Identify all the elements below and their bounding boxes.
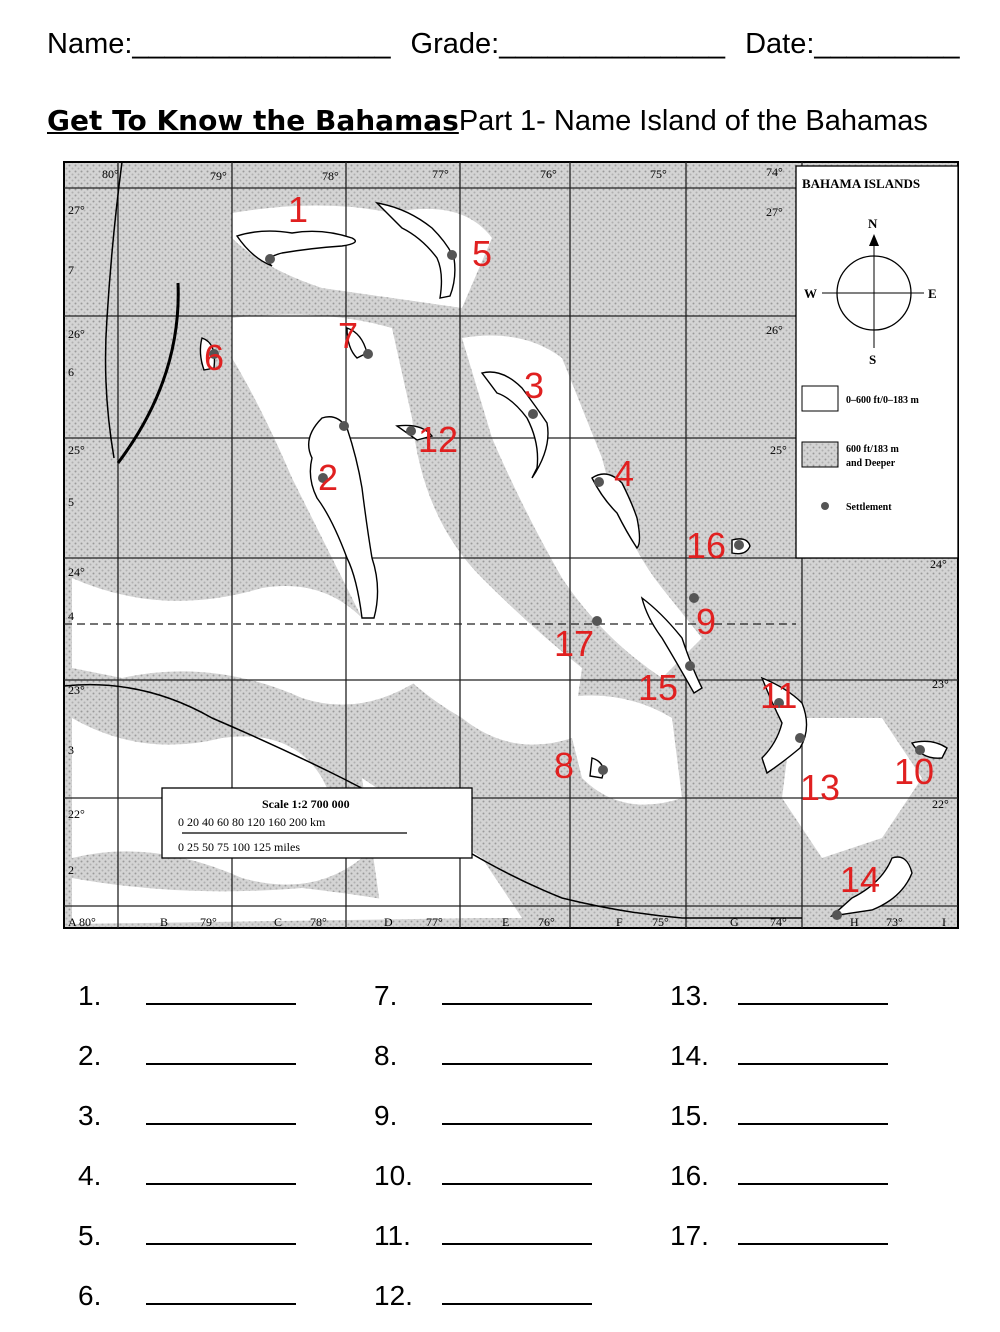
worksheet-subtitle: Part 1- Name Island of the Bahamas xyxy=(458,105,928,137)
scale-miles: 0 25 50 75 100 125 miles xyxy=(178,840,300,854)
answer-17[interactable] xyxy=(670,1220,888,1252)
answer-number: 8. xyxy=(374,1040,398,1071)
answer-4[interactable] xyxy=(78,1160,296,1192)
label-11: 11 xyxy=(760,675,798,716)
bottom-f: F xyxy=(616,915,623,929)
lon-top-74: 74° xyxy=(766,165,783,179)
label-6: 6 xyxy=(204,337,225,378)
legend-deep-1: 600 ft/183 m xyxy=(846,444,899,455)
answer-blank xyxy=(738,1105,888,1125)
legend-settlement: Settlement xyxy=(846,502,892,513)
answer-10[interactable] xyxy=(374,1160,592,1192)
bottom-i: I xyxy=(942,915,946,929)
compass-s: S xyxy=(869,352,877,367)
answer-number: 13. xyxy=(670,980,709,1011)
lat-right-23: 23° xyxy=(932,677,949,691)
answer-number: 14. xyxy=(670,1040,709,1071)
worksheet-header xyxy=(47,28,972,61)
scale-km: 0 20 40 60 80 120 160 200 km xyxy=(178,815,326,829)
label-2: 2 xyxy=(318,457,339,498)
answer-blank xyxy=(738,1225,888,1245)
label-1: 1 xyxy=(288,189,309,230)
answer-number: 11. xyxy=(374,1220,411,1251)
date-field[interactable]: Date:_________ xyxy=(745,28,960,60)
lon-top-75: 75° xyxy=(650,167,667,181)
compass-w: W xyxy=(804,286,817,301)
label-7: 7 xyxy=(338,315,359,356)
lon-top-77: 77° xyxy=(432,167,449,181)
answer-blank xyxy=(738,985,888,1005)
scale-title: Scale 1:2 700 000 xyxy=(262,797,350,811)
lon-top-80: 80° xyxy=(102,167,119,181)
answer-number: 17. xyxy=(670,1220,709,1251)
bottom-73: 73° xyxy=(886,915,903,929)
bottom-d: D xyxy=(384,915,393,929)
answer-16[interactable] xyxy=(670,1160,888,1192)
answer-14[interactable] xyxy=(670,1040,888,1072)
answer-number: 1. xyxy=(78,980,102,1011)
bottom-78: 78° xyxy=(310,915,327,929)
compass-e: E xyxy=(928,286,937,301)
bottom-76: 76° xyxy=(538,915,555,929)
lat-left-7: 7 xyxy=(68,263,74,277)
lat-left-24: 24° xyxy=(68,565,85,579)
label-8: 8 xyxy=(554,745,575,786)
answer-blank xyxy=(442,1165,592,1185)
answer-1[interactable] xyxy=(78,980,296,1012)
answer-3[interactable] xyxy=(78,1100,296,1132)
lat-left-5: 5 xyxy=(68,495,74,509)
lat-right-26: 26° xyxy=(766,323,783,337)
legend-settlement-dot xyxy=(821,502,829,510)
answer-blank xyxy=(738,1165,888,1185)
worksheet-title: Get To Know the Bahamas xyxy=(47,104,459,137)
answer-8[interactable] xyxy=(374,1040,592,1072)
label-13: 13 xyxy=(800,767,841,808)
answer-number: 3. xyxy=(78,1100,102,1131)
lat-left-25: 25° xyxy=(68,443,85,457)
label-12: 12 xyxy=(418,419,459,460)
lat-right-22: 22° xyxy=(932,797,949,811)
answer-number: 6. xyxy=(78,1280,102,1311)
answer-blank xyxy=(442,1045,592,1065)
label-4: 4 xyxy=(614,453,635,494)
answer-number: 2. xyxy=(78,1040,102,1071)
answer-11[interactable] xyxy=(374,1220,592,1252)
lat-right-24: 24° xyxy=(930,557,947,571)
label-14: 14 xyxy=(840,859,881,900)
answer-blank xyxy=(442,1105,592,1125)
answer-number: 16. xyxy=(670,1160,709,1191)
label-15: 15 xyxy=(638,667,679,708)
bottom-79: 79° xyxy=(200,915,217,929)
answer-13[interactable] xyxy=(670,980,888,1012)
label-9: 9 xyxy=(696,601,717,642)
lat-right-27: 27° xyxy=(766,205,783,219)
lon-top-79: 79° xyxy=(210,169,227,183)
answer-blank xyxy=(442,985,592,1005)
answer-blank xyxy=(146,1165,296,1185)
answer-9[interactable] xyxy=(374,1100,592,1132)
grade-field[interactable]: Grade:______________ xyxy=(410,28,725,60)
lat-right-25: 25° xyxy=(770,443,787,457)
label-5: 5 xyxy=(472,233,493,274)
answer-blank xyxy=(146,1285,296,1305)
answer-blank xyxy=(738,1045,888,1065)
lat-left-26: 26° xyxy=(68,327,85,341)
bottom-h: H xyxy=(850,915,859,929)
legend-deep-2: and Deeper xyxy=(846,458,896,469)
label-10: 10 xyxy=(894,751,935,792)
bottom-75: 75° xyxy=(652,915,669,929)
answer-2[interactable] xyxy=(78,1040,296,1072)
answer-number: 7. xyxy=(374,980,398,1011)
answer-blank xyxy=(146,985,296,1005)
legend-shallow: 0–600 ft/0–183 m xyxy=(846,395,919,406)
answer-5[interactable] xyxy=(78,1220,296,1252)
lat-left-3: 3 xyxy=(68,743,74,757)
answer-7[interactable] xyxy=(374,980,592,1012)
bottom-77: 77° xyxy=(426,915,443,929)
title-row xyxy=(47,104,928,138)
answer-number: 12. xyxy=(374,1280,413,1311)
bottom-e: E xyxy=(502,915,510,929)
bottom-g: G xyxy=(730,915,739,929)
map-scale xyxy=(162,788,472,858)
answer-number: 15. xyxy=(670,1100,709,1131)
answer-blank xyxy=(146,1045,296,1065)
lat-left-23: 23° xyxy=(68,683,85,697)
lat-left-4: 4 xyxy=(68,609,74,623)
lon-top-78: 78° xyxy=(322,169,339,183)
legend-title: BAHAMA ISLANDS xyxy=(802,176,921,191)
answer-6[interactable] xyxy=(78,1280,296,1312)
answer-blank xyxy=(442,1225,592,1245)
label-3: 3 xyxy=(524,365,545,406)
legend-shallow-swatch xyxy=(802,386,838,411)
lat-left-6: 6 xyxy=(68,365,74,379)
answer-12[interactable] xyxy=(374,1280,592,1312)
bottom-c: C xyxy=(274,915,283,929)
bottom-a80: A 80° xyxy=(68,915,96,929)
answer-number: 5. xyxy=(78,1220,102,1251)
map-legend xyxy=(796,166,958,558)
answer-15[interactable] xyxy=(670,1100,888,1132)
answer-blank xyxy=(146,1105,296,1125)
label-17: 17 xyxy=(554,623,595,664)
answer-number: 10. xyxy=(374,1160,413,1191)
bottom-74: 74° xyxy=(770,915,787,929)
label-16: 16 xyxy=(686,525,727,566)
answer-number: 4. xyxy=(78,1160,102,1191)
compass-n: N xyxy=(868,216,878,231)
lat-left-22: 22° xyxy=(68,807,85,821)
bottom-b: B xyxy=(160,915,169,929)
answer-blank xyxy=(146,1225,296,1245)
bahamas-map xyxy=(62,158,960,932)
legend-deep-swatch xyxy=(802,442,838,467)
lon-top-76: 76° xyxy=(540,167,557,181)
answer-blank xyxy=(442,1285,592,1305)
answer-number: 9. xyxy=(374,1100,398,1131)
name-field[interactable]: Name:________________ xyxy=(47,28,391,60)
lat-left-27: 27° xyxy=(68,203,85,217)
lat-left-2: 2 xyxy=(68,863,74,877)
